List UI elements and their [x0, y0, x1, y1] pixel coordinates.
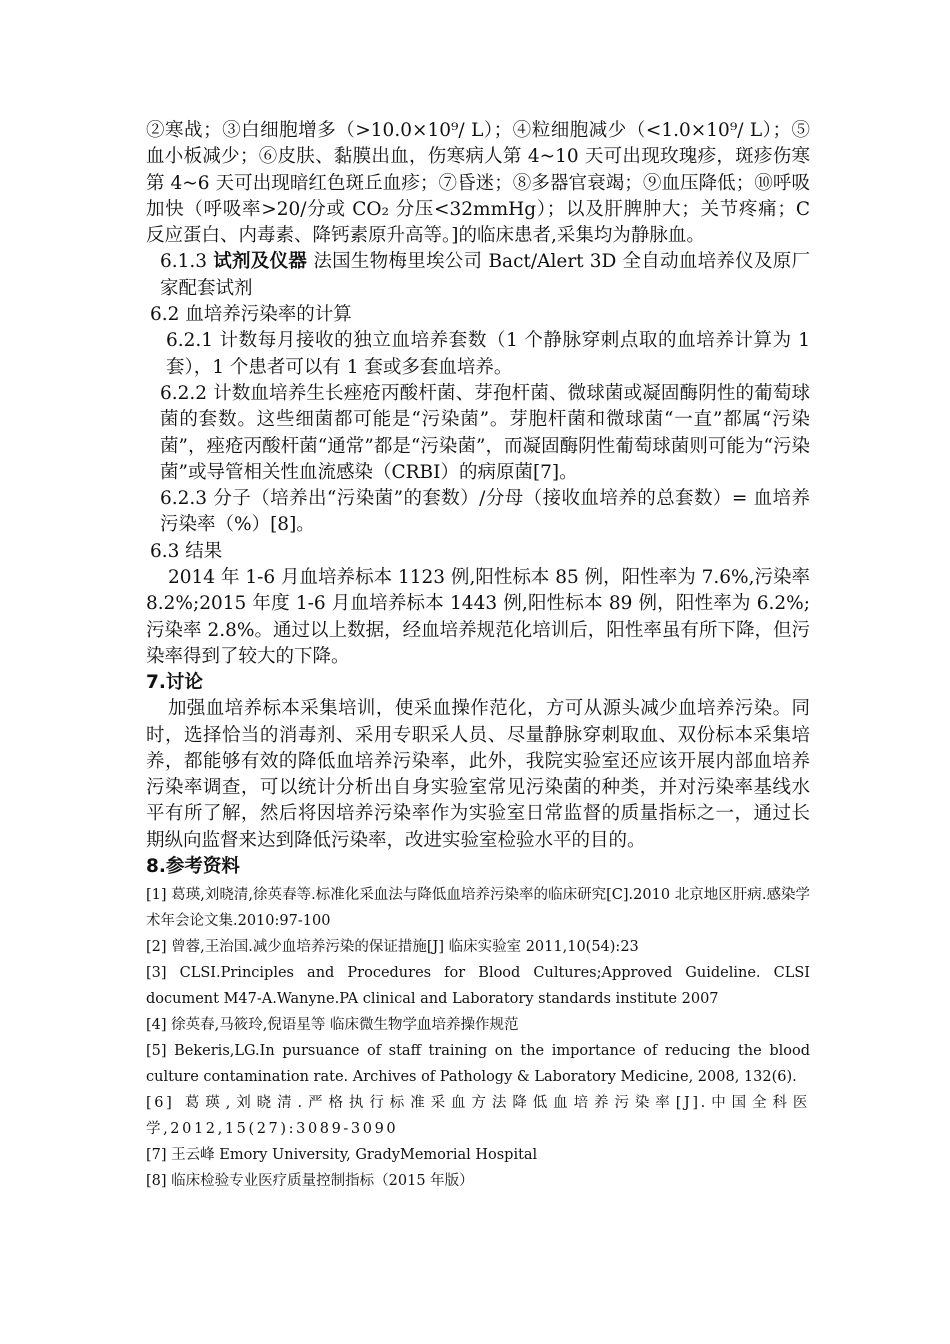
reference-item: [7] 王云峰 Emory University, GradyMemorial Hospital	[146, 1147, 538, 1164]
reference-list	[146, 882, 810, 1194]
section-7-heading: 7.讨论	[146, 672, 203, 694]
reference-item: [1] 葛瑛,刘晓清,徐英春等.标准化采血法与降低血培养污染率的临床研究[C].2010 北京地区肝病.感染学术年会论文集.2010:97-100	[146, 887, 810, 930]
reference-item: [5] Bekeris,LG.In pursuance of staff training on the importance of reducing the blood culture contamination rate. Archives of Pathology & Laboratory Medicine, 2008, 132(6).	[146, 1043, 810, 1086]
reference-item: [6] 葛瑛,刘晓清.严格执行标准采血方法降低血培养污染率[J].中国全科医学,2012,15(27):3089-3090	[146, 1095, 810, 1138]
section-6-3-results: 2014 年 1-6 月血培养标本 1123 例,阳性标本 85 例，阳性率为 7.6%,污染率 8.2%;2015 年度 1-6 月血培养标本 1443 例,阳性标本 89 例，阳性率为 6.2%;污染率 2.8%。通过以上数据，经血培养规范化培训后，阳性率虽有所下降，但污染率得到了较大的下降。	[146, 567, 810, 667]
reference-item: [8] 临床检验专业医疗质量控制指标（2015 年版）	[146, 1173, 474, 1190]
section-6-2-heading: 6.2 血培养污染率的计算	[150, 304, 352, 326]
inclusion-criteria-paragraph: ②寒战；③白细胞增多（>10.0×10⁹/ L）；④粒细胞减少（<1.0×10⁹/ L）；⑤血小板减少；⑥皮肤、黏膜出血，伤寒病人第 4~10 天可出现玫瑰疹，斑疹伤寒第 4~6 天可出现暗红色斑丘血疹；⑦昏迷；⑧多器官衰竭；⑨血压降低；⑩呼吸加快（呼吸率>20/分或 CO₂ 分压<32mmHg）；以及肝脾肿大；关节疼痛；C 反应蛋白、内毒素、降钙素原升高等。]的临床患者,采集均为静脉血。	[146, 120, 810, 247]
section-6-2-3: 6.2.3 分子（培养出“污染菌”的套数）/分母（接收血培养的总套数）= 血培养污染率（%）[8]。	[160, 488, 810, 536]
section-6-1-3-title: 试剂及仪器	[213, 251, 308, 273]
reference-item: [2] 曾蓉,王治国.减少血培养污染的保证措施[J] 临床实验室 2011,10(54):23	[146, 939, 639, 956]
section-6-1-3-text: 法国生物梅里埃公司 Bact/Alert 3D 全自动血培养仪及原厂家配套试剂	[160, 251, 811, 299]
section-7-discussion: 加强血培养标本采集培训，使采血操作范化，方可从源头减少血培养污染。同时，选择恰当的消毒剂、采用专职采人员、尽量静脉穿刺取血、双份标本采集培养，都能够有效的降低血培养污染率，此外，我院实验室还应该开展内部血培养污染率调查，可以统计分析出自身实验室常见污染菌的种类，并对污染率基线水平有所了解，然后将因培养污染率作为实验室日常监督的质量指标之一，通过长期纵向监督来达到降低污染率，改进实验室检验水平的目的。	[146, 698, 810, 851]
section-6-1-3	[146, 249, 810, 302]
reference-item: [4] 徐英春,马筱玲,倪语星等 临床微生物学血培养操作规范	[146, 1017, 519, 1034]
section-8-heading: 8.参考资料	[146, 856, 240, 878]
document-page	[146, 118, 810, 1194]
reference-item: [3] CLSI.Principles and Procedures for Blood Cultures;Approved Guideline. CLSI document M47-A.Wanyne.PA clinical and Laboratory standards institute 2007	[146, 965, 810, 1008]
section-6-3-heading: 6.3 结果	[150, 540, 223, 562]
section-6-2-1: 6.2.1 计数每月接收的独立血培养套数（1 个静脉穿刺点取的血培养计算为 1 套），1 个患者可以有 1 套或多套血培养。	[166, 330, 810, 378]
section-6-2-2: 6.2.2 计数血培养生长痤疮丙酸杆菌、芽孢杆菌、微球菌或凝固酶阴性的葡萄球菌的套数。这些细菌都可能是“污染菌”。芽胞杆菌和微球菌“一直”都属“污染菌”，痤疮丙酸杆菌“通常”都是“污染菌”，而凝固酶阴性葡萄球菌则可能为“污染菌”或导管相关性血流感染（CRBI）的病原菌[7]。	[160, 382, 810, 483]
section-6-1-3-number: 6.1.3	[160, 251, 208, 273]
